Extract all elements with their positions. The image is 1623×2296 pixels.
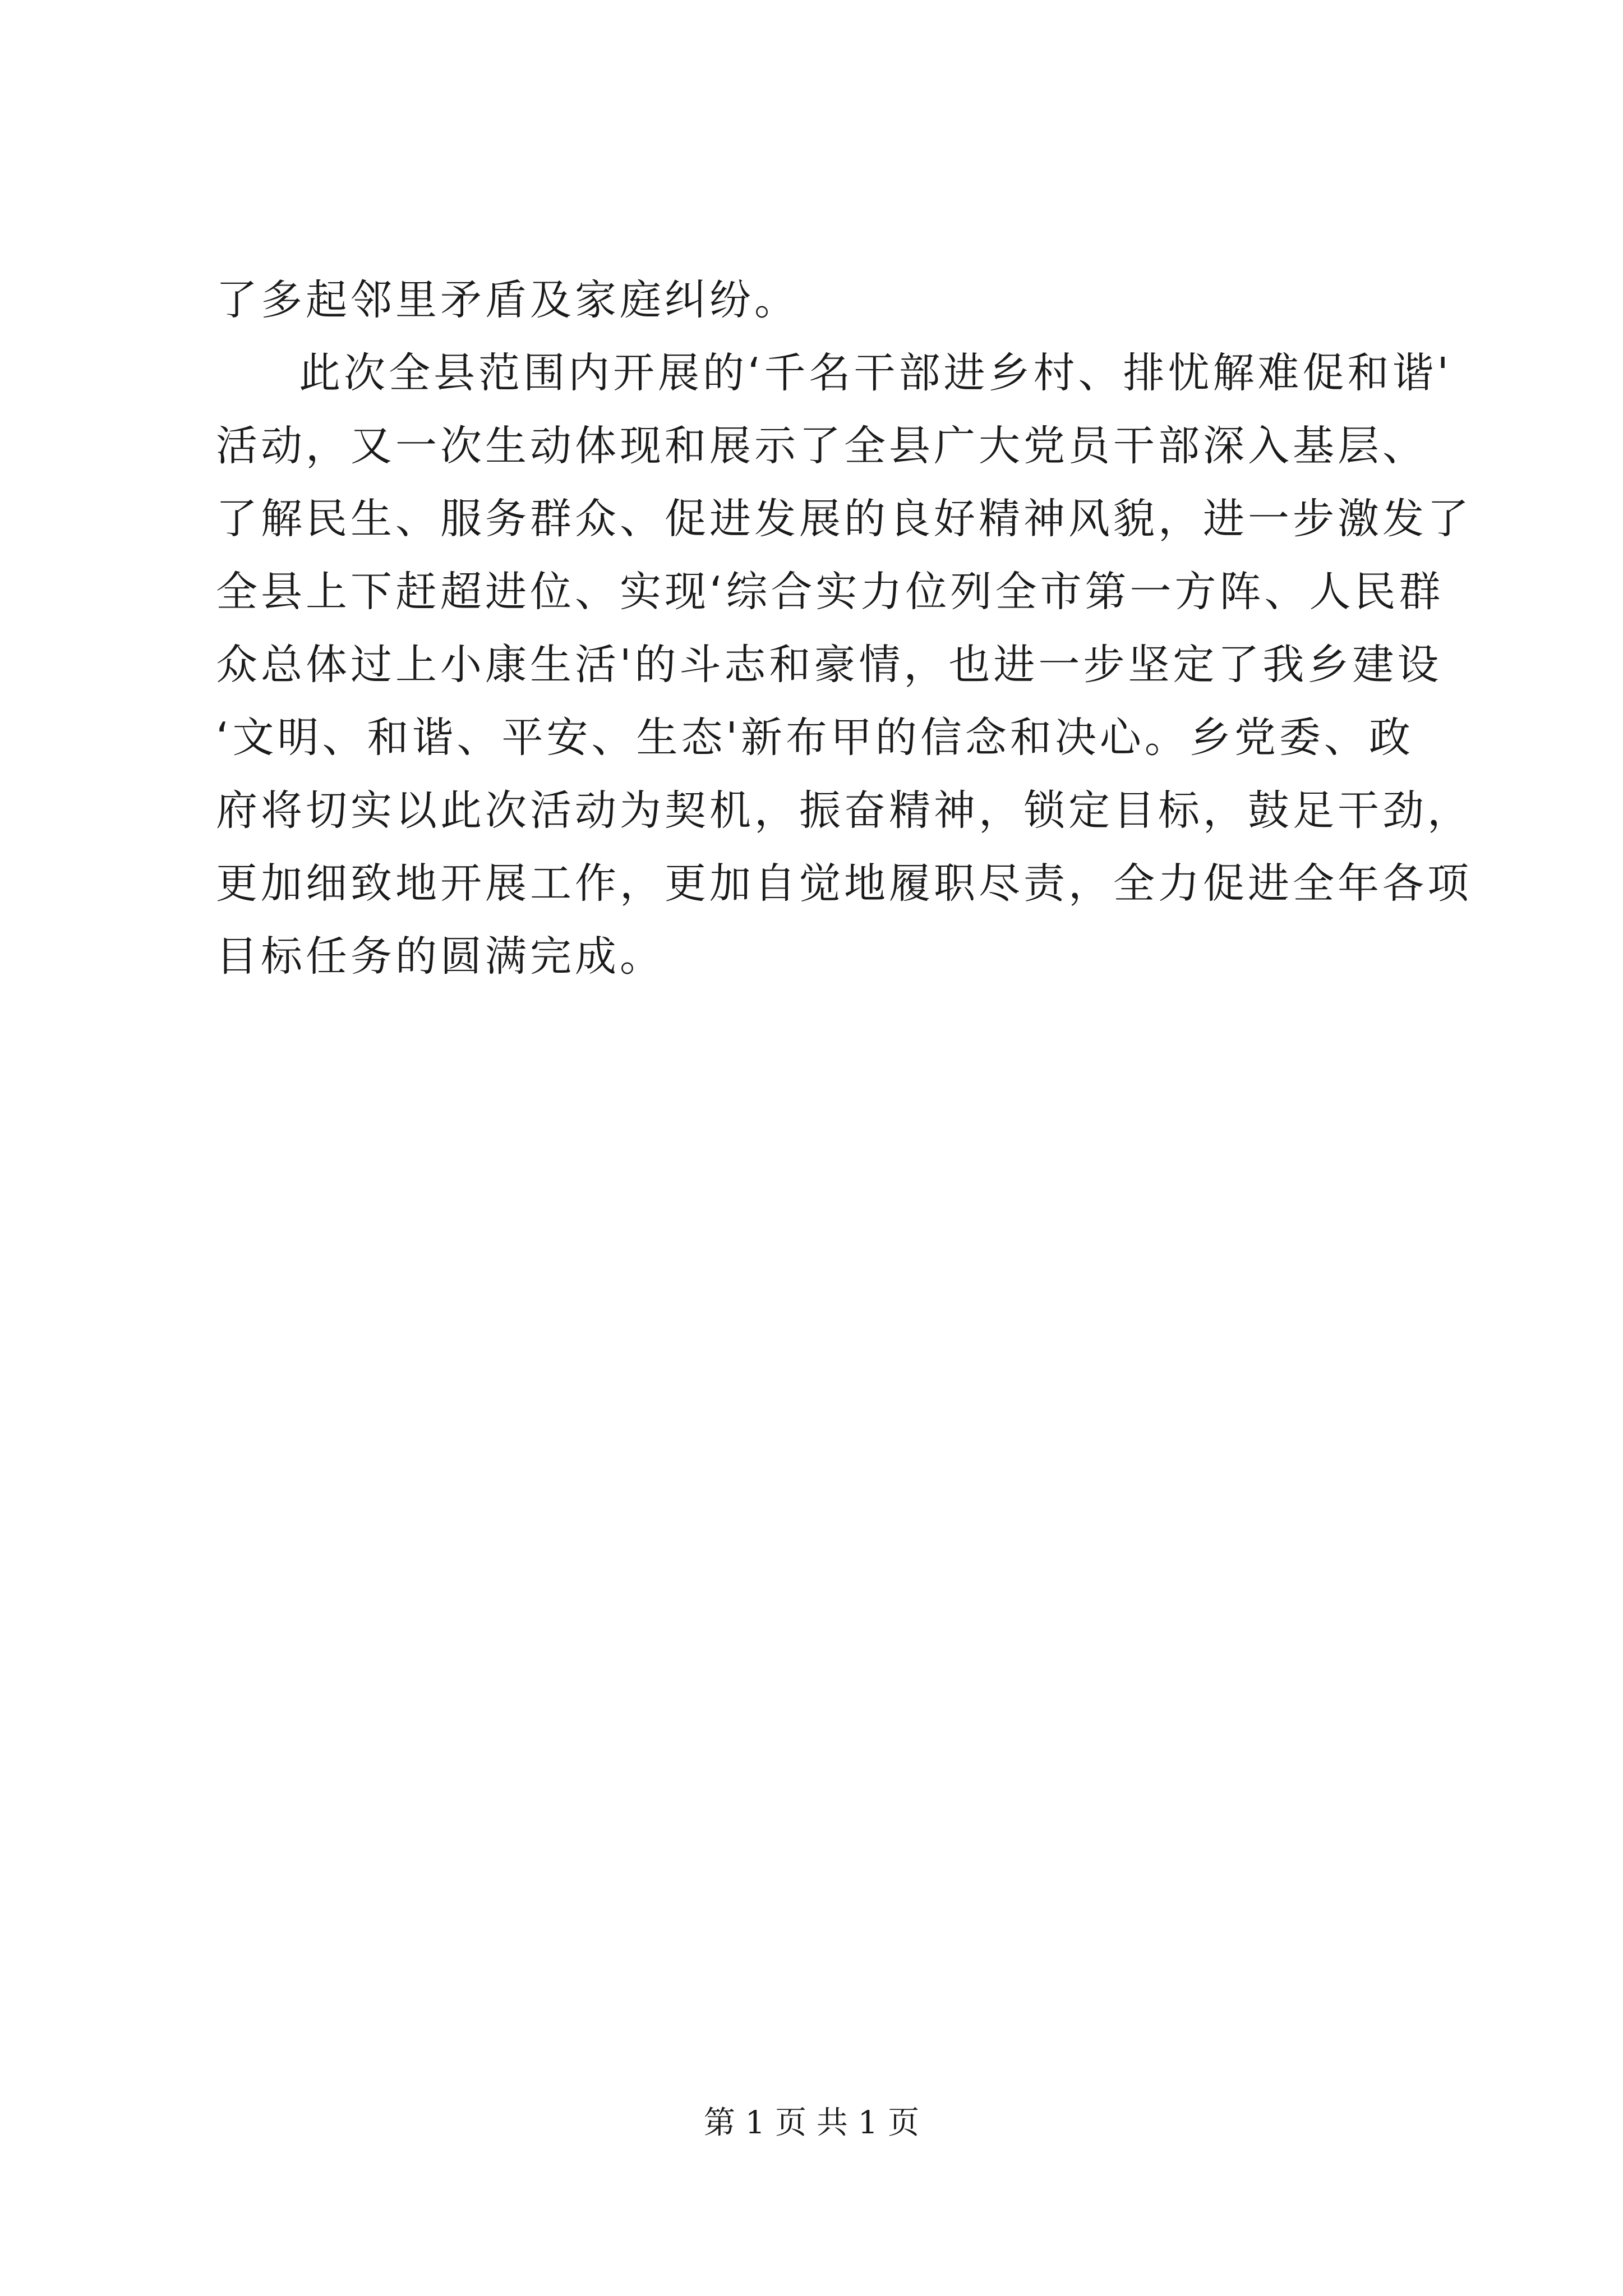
text-line: 了解民生、服务群众、促进发展的良好精神风貌，进一步激发了 bbox=[216, 495, 1472, 543]
text-line: 目标任务的圆满完成。 bbox=[216, 932, 665, 981]
text-line: 众总体过上小康生活'的斗志和豪情，也进一步坚定了我乡建设 bbox=[216, 641, 1442, 689]
page-footer bbox=[0, 2101, 1623, 2146]
text-line: 了多起邻里矛盾及家庭纠纷。 bbox=[216, 276, 799, 324]
page-number-label: 第 1 页 共 1 页 bbox=[703, 2105, 920, 2141]
text-line: ‘文明、和谐、平安、生态'新布甲的信念和决心。乡党委、政 bbox=[216, 714, 1414, 762]
paragraph-first-line: 此次全县范围内开展的‘千名干部进乡村、排忧解难促和谐' bbox=[299, 349, 1452, 397]
text-line: 全县上下赶超进位、实现‘综合实力位列全市第一方阵、人民群 bbox=[216, 568, 1444, 616]
text-line: 活动，又一次生动体现和展示了全县广大党员干部深入基层、 bbox=[216, 422, 1427, 470]
text-line: 更加细致地开展工作，更加自觉地履职尽责，全力促进全年各项 bbox=[216, 859, 1472, 908]
text-line: 府将切实以此次活动为契机，振奋精神，锁定目标，鼓足干劲， bbox=[216, 786, 1472, 835]
body-text bbox=[216, 264, 1472, 993]
